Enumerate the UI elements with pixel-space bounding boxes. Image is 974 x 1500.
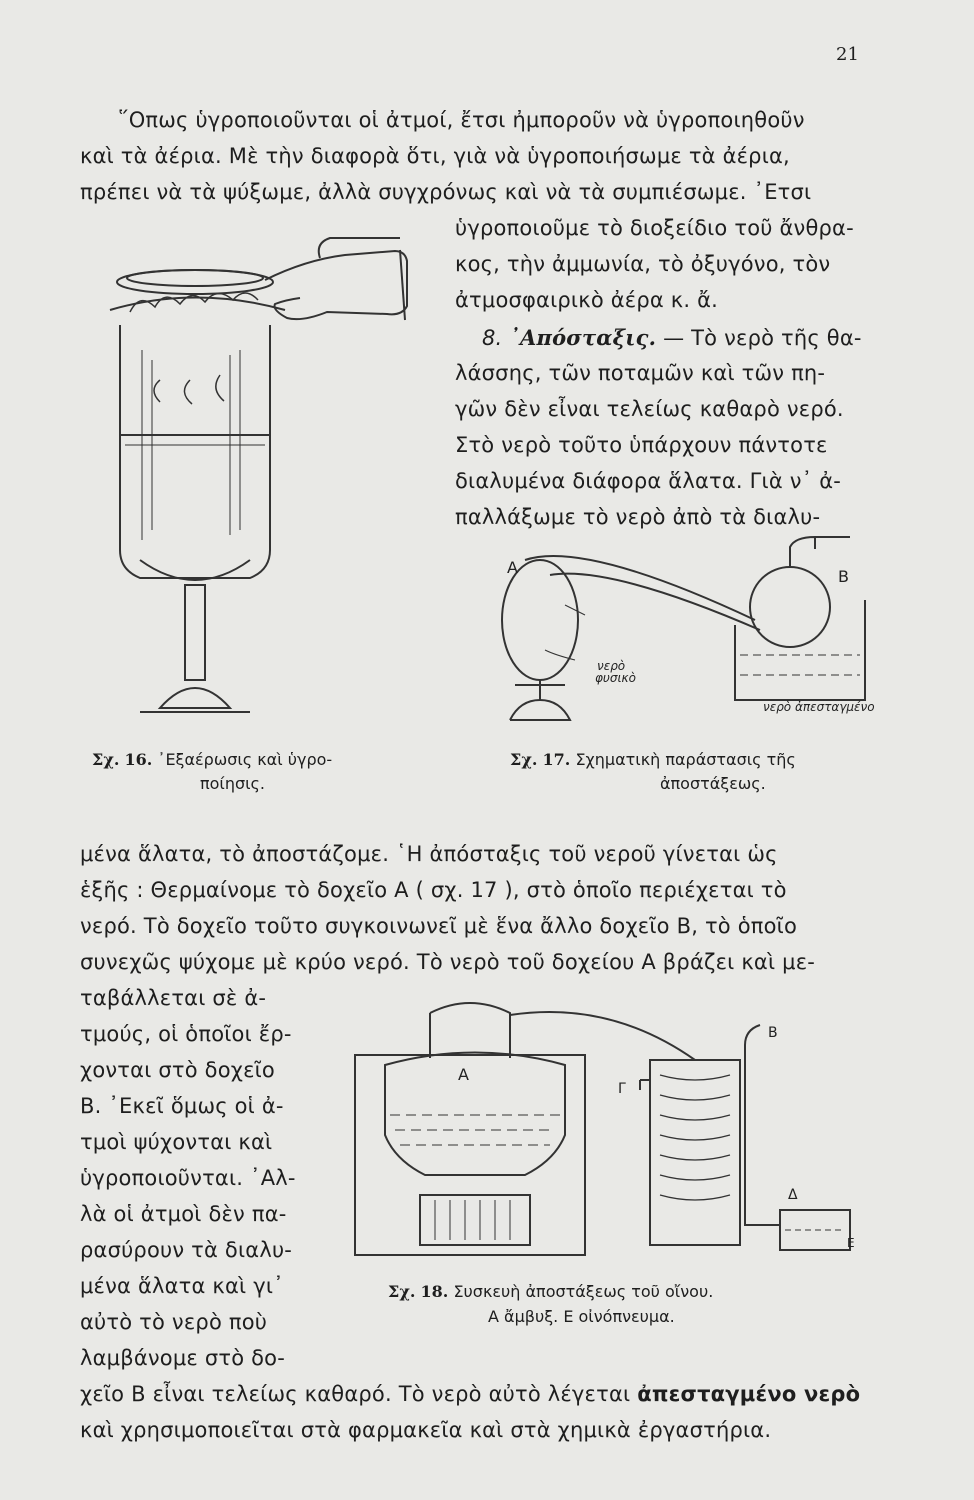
figure-18-label: Σχ.	[388, 1282, 416, 1301]
paragraph-line: ἀτμοσφαιρικὸ ἀέρα κ. ἄ.	[455, 288, 719, 312]
paragraph-line: μένα ἅλατα, τὸ ἀποστάζομε. ῾Η ἀπόσταξις τοῦ νεροῦ γίνεται ὡς	[80, 842, 778, 866]
paragraph-line: τμούς, οἱ ὁποῖοι ἔρ-	[80, 1022, 292, 1046]
figure-17-number: 17.	[542, 750, 571, 769]
figure-18-label-b: Β	[768, 1025, 778, 1041]
paragraph-line: λάσσης, τῶν ποταμῶν καὶ τῶν πη-	[455, 361, 826, 385]
figure-18-illustration	[350, 985, 860, 1260]
paragraph-line: ἑξῆς : Θερμαίνομε τὸ δοχεῖο Α ( σχ. 17 ), στὸ ὁποῖο περιέχεται τὸ	[80, 878, 787, 902]
figure-16-number: 16.	[124, 750, 153, 769]
figure-18-caption-cont: Α ἄμβυξ. Ε οἰνόπνευμα.	[488, 1307, 675, 1326]
figure-18-label-e: Ε	[847, 1236, 855, 1250]
figure-17-caption-cont: ἀποστάξεως.	[660, 774, 766, 793]
paragraph-line: λαμβάνομε στὸ δο-	[80, 1346, 285, 1370]
figure-17-illustration	[495, 525, 875, 725]
paragraph-line: νερό. Τὸ δοχεῖο τοῦτο συγκοινωνεῖ μὲ ἕνα ἄλλο δοχεῖο Β, τὸ ὁποῖο	[80, 914, 798, 938]
figure-18-label-a: Α	[458, 1065, 469, 1084]
figure-17-caption-text: Σχηματικὴ παράστασις τῆς	[575, 750, 796, 769]
figure-17-label-distilled: νερὸ ἀπεσταγμένο	[763, 700, 875, 714]
paragraph-line: πρέπει νὰ τὰ ψύξωμε, ἀλλὰ συγχρόνως καὶ νὰ τὰ συμπιέσωμε. ᾿Ετσι	[80, 180, 812, 204]
figure-16-caption	[92, 750, 332, 769]
paragraph-line: Β. ᾿Εκεῖ ὅμως οἱ ἀ-	[80, 1094, 284, 1118]
figure-16-illustration	[90, 230, 450, 730]
paragraph-line: συνεχῶς ψύχομε μὲ κρύο νερό. Τὸ νερὸ τοῦ δοχείου Α βράζει καὶ με-	[80, 950, 816, 974]
paragraph-line: ρασύρουν τὰ διαλυ-	[80, 1238, 293, 1262]
paragraph-line: λὰ οἱ ἀτμοὶ δὲν πα-	[80, 1202, 287, 1226]
section-lead: — Τὸ νερὸ τῆς θα-	[663, 326, 862, 350]
paragraph-line: ὑγροποιοῦνται. ᾿Αλ-	[80, 1166, 296, 1190]
figure-18-label-d: Δ	[788, 1187, 798, 1203]
figure-16-caption-cont: ποίησις.	[200, 774, 266, 793]
figure-18-caption-text: Συσκευὴ ἀποστάξεως τοῦ οἴνου.	[453, 1282, 714, 1301]
paragraph-line: καὶ τὰ ἀέρια. Μὲ τὴν διαφορὰ ὅτι, γιὰ νὰ ὑγροποιήσωμε τὰ ἀέρια,	[80, 144, 790, 168]
figure-18-number: 18.	[420, 1282, 449, 1301]
paragraph-line: ὑγροποιοῦμε τὸ διοξείδιο τοῦ ἄνθρα-	[455, 216, 854, 240]
paragraph-line: χονται στὸ δοχεῖο	[80, 1058, 275, 1082]
paragraph-line: τμοὶ ψύχονται καὶ	[80, 1130, 273, 1154]
paragraph-line: Στὸ νερὸ τοῦτο ὑπάρχουν πάντοτε	[455, 433, 828, 457]
figure-18-caption	[388, 1282, 713, 1301]
paragraph-line	[80, 1382, 860, 1406]
section-title: ᾿Απόσταξις.	[509, 325, 657, 350]
figure-16-label: Σχ.	[92, 750, 120, 769]
section-number: 8.	[482, 326, 503, 350]
paragraph-line: αὐτὸ τὸ νερὸ ποὺ	[80, 1310, 268, 1334]
figure-17-label-water-2: φυσικὸ	[595, 671, 636, 685]
final-line-start: χεῖο Β εἶναι τελείως καθαρό. Τὸ νερὸ αὐτὸ λέγεται	[80, 1382, 638, 1406]
figure-17-label: Σχ.	[510, 750, 538, 769]
distilled-water-term: ἀπεσταγμένο νερὸ	[637, 1382, 861, 1406]
paragraph-line: κος, τὴν ἀμμωνία, τὸ ὀξυγόνο, τὸν	[455, 252, 831, 276]
paragraph-line: ταβάλλεται σὲ ἀ-	[80, 986, 267, 1010]
figure-17-label-b: Β	[838, 567, 849, 586]
paragraph-line: μένα ἅλατα καὶ γι᾿	[80, 1274, 284, 1298]
figure-16-caption-text: ᾿Εξαέρωσις καὶ ὑγρο-	[157, 750, 333, 769]
figure-18-label-g: Γ	[618, 1081, 626, 1097]
paragraph-line: παλλάξωμε τὸ νερὸ ἀπὸ τὰ διαλυ-	[455, 505, 821, 529]
page-number: 21	[836, 44, 859, 65]
paragraph-line: ῞Οπως ὑγροποιοῦνται οἱ ἀτμοί, ἔτσι ἠμποροῦν νὰ ὑγροποιηθοῦν	[118, 108, 805, 132]
figure-17-caption	[510, 750, 796, 769]
paragraph-line: γῶν δὲν εἶναι τελείως καθαρὸ νερό.	[455, 397, 844, 421]
figure-17-label-water: νερὸ	[597, 659, 626, 673]
figure-17-label-a: Α	[507, 558, 518, 577]
paragraph-line: διαλυμένα διάφορα ἅλατα. Γιὰ ν᾿ ἀ-	[455, 469, 842, 493]
section-heading	[482, 325, 862, 350]
paragraph-line: καὶ χρησιμοποιεῖται στὰ φαρμακεῖα καὶ στὰ χημικὰ ἐργαστήρια.	[80, 1418, 772, 1442]
